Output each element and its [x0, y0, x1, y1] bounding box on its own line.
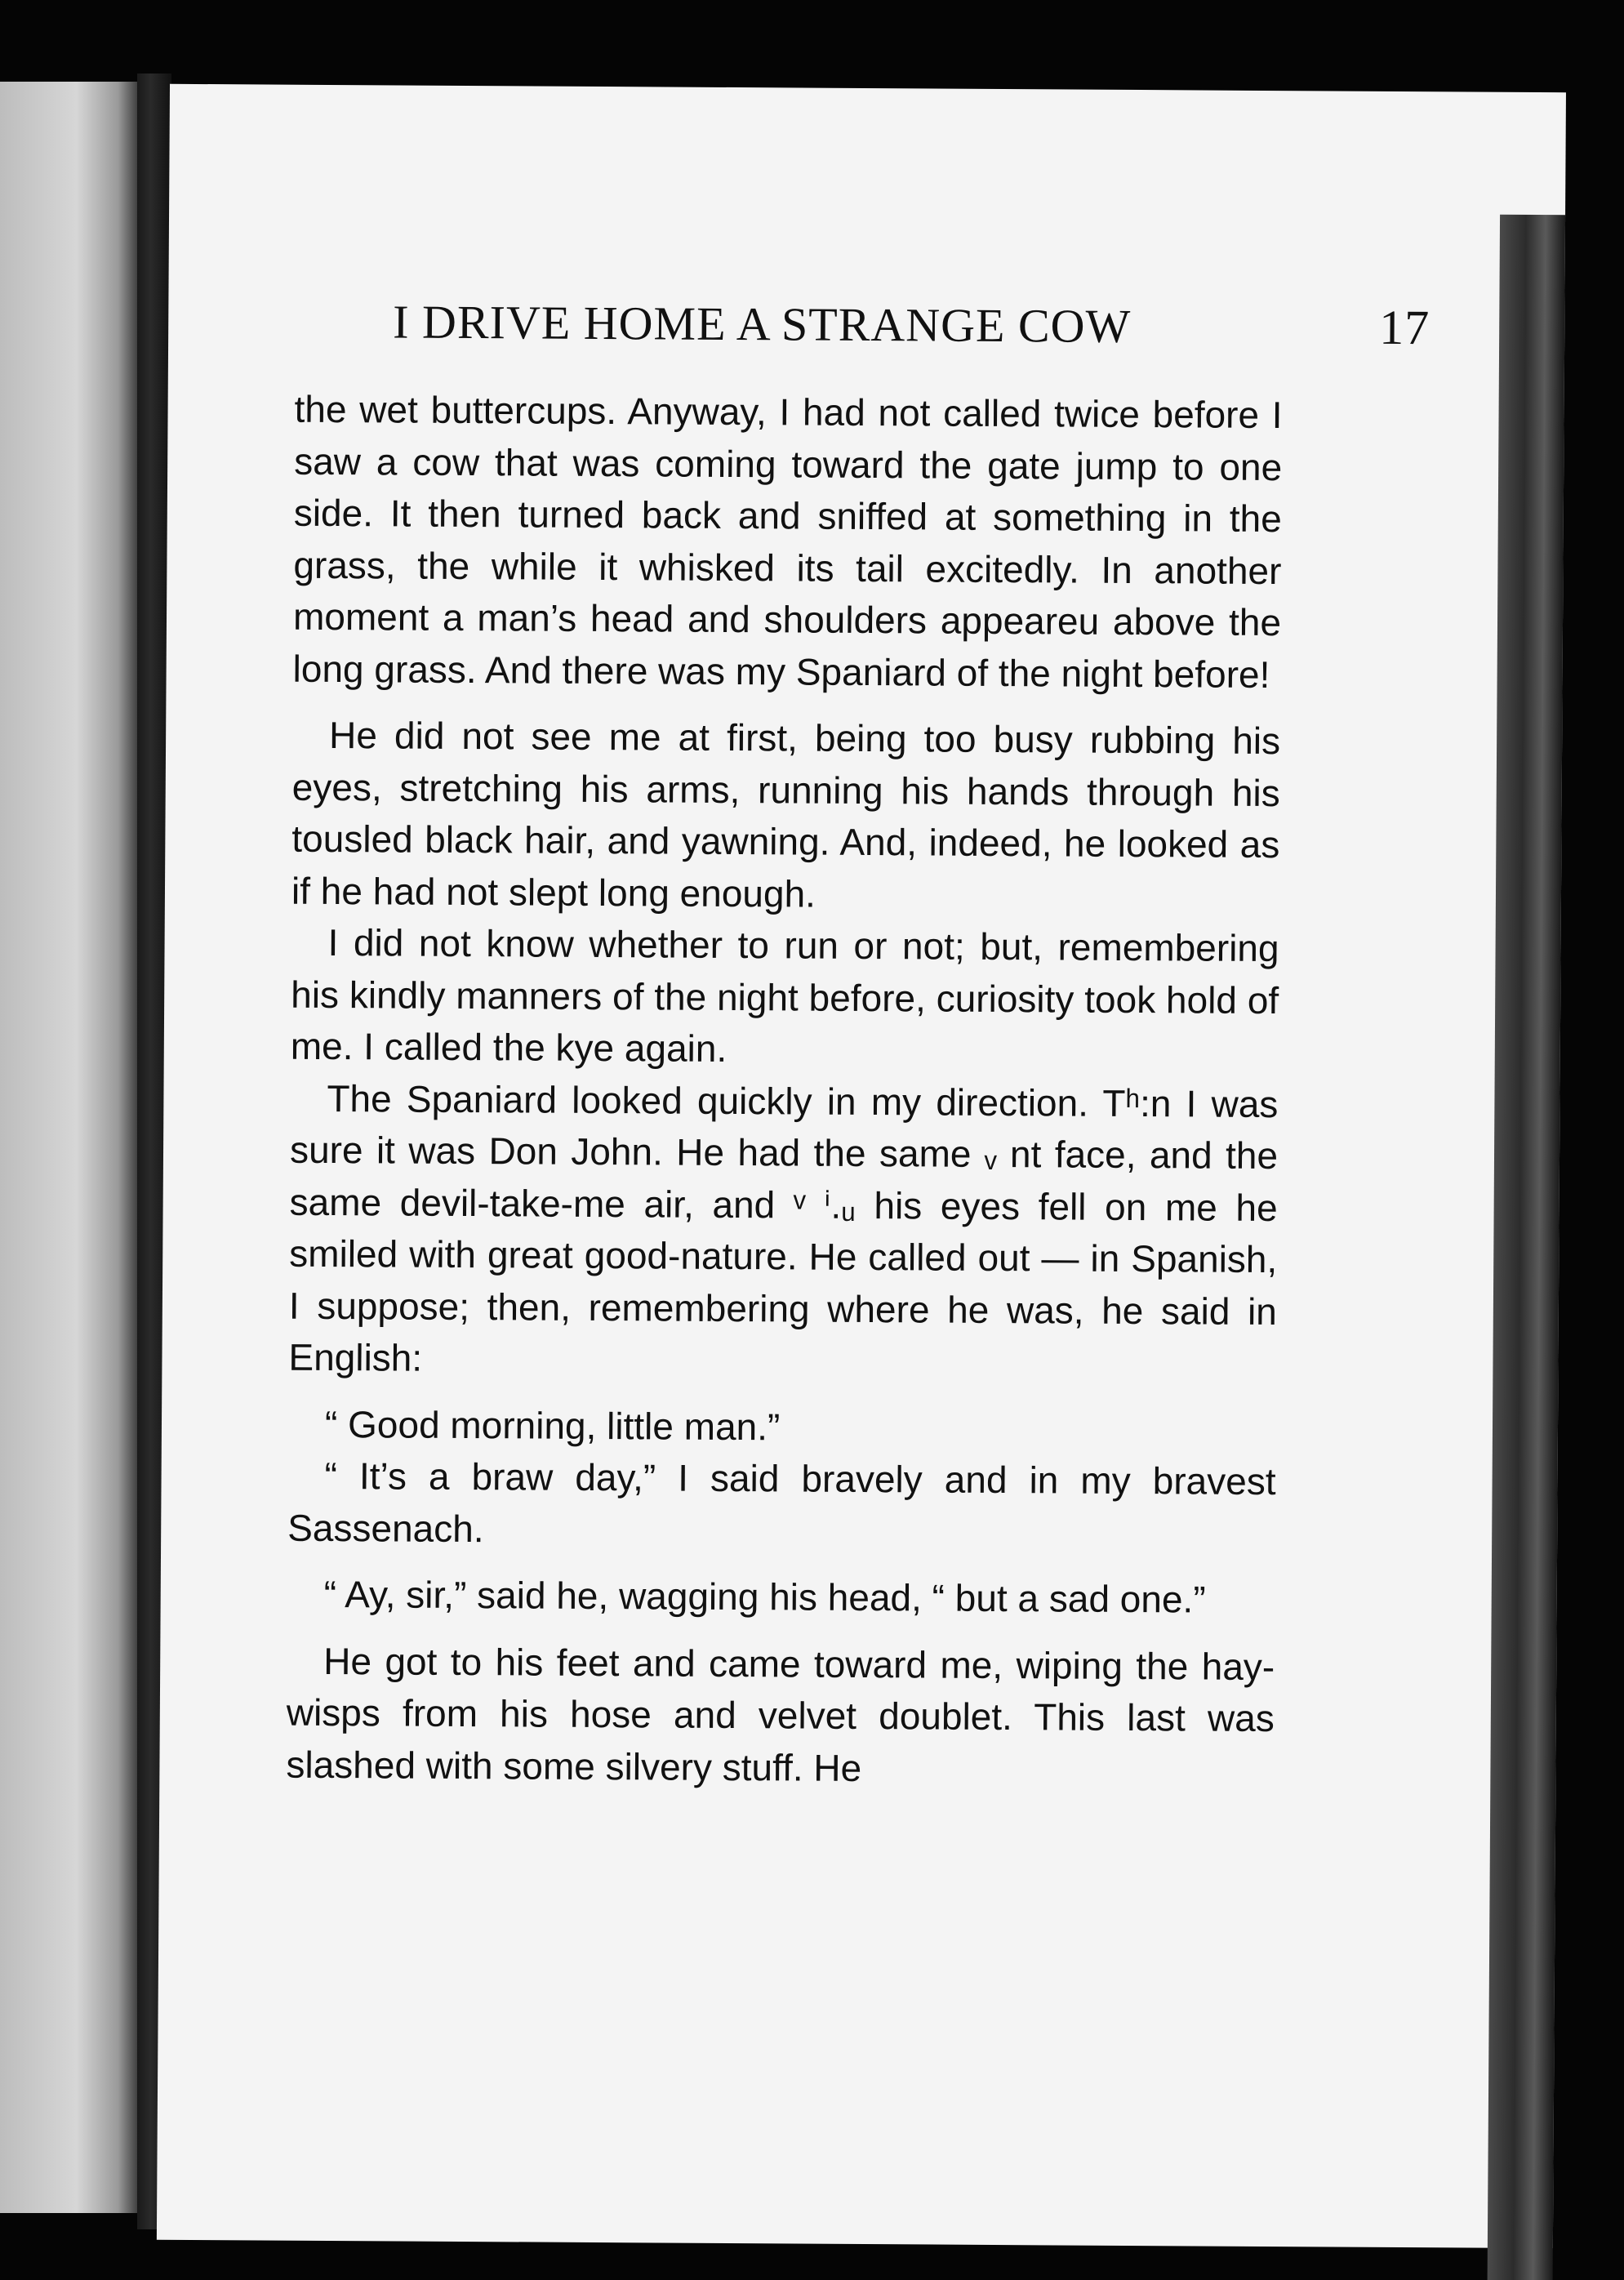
- book-page: [157, 84, 1566, 2248]
- paragraph: “ Good morning, little man.”: [324, 1402, 781, 1448]
- page-number: 17: [1379, 300, 1430, 355]
- paragraph: He did not see me at first, being too busy rubbing his eyes, stretching his arms, running his hands through his tousled black hair, and yawning. And, indeed, he looked as if he had not slept long enough.: [291, 713, 1281, 915]
- running-head: [393, 293, 1430, 356]
- paragraph: I did not know whether to run or not; but, remembering his kindly manners of the night before, curiosity took hold of me. I called the kye again.: [290, 920, 1279, 1070]
- chapter-title: I DRIVE HOME A STRANGE COW: [393, 295, 1132, 353]
- paragraph: He got to his feet and came toward me, wiping the hay-wisps from his hose and velvet doublet. This last was slashed with some silvery stuff. He: [286, 1639, 1275, 1789]
- body-text: [286, 384, 1283, 1797]
- paragraph: the wet buttercups. Anyway, I had not called twice before I saw a cow that was coming toward the gate jump to one side. It then turned back and sniffed at something in the grass, the while it whisked its tail excitedly. In another moment a man’s head and shoulders appeareu above the long grass. And there was my Spaniard of the night before!: [292, 387, 1283, 696]
- paragraph: “ Ay, sir,” said he, wagging his head, “ but a sad one.”: [323, 1572, 1206, 1621]
- paragraph: The Spaniard looked quickly in my direction. Tʰ:n I was sure it was Don John. He had the same ᵥ nt face, and the same devil-take-me air, and ᵛ ⁱ.ᵤ his eyes fell on me he smiled with great good-nature. He called out — in Spanish, I suppose; then, remembering where he was, he said in English:: [288, 1076, 1279, 1379]
- facing-page-edge: [0, 82, 139, 2213]
- page-fore-edge: [1487, 215, 1565, 2280]
- paragraph: “ It’s a braw day,” I said bravely and in my bravest Sassenach.: [287, 1454, 1276, 1550]
